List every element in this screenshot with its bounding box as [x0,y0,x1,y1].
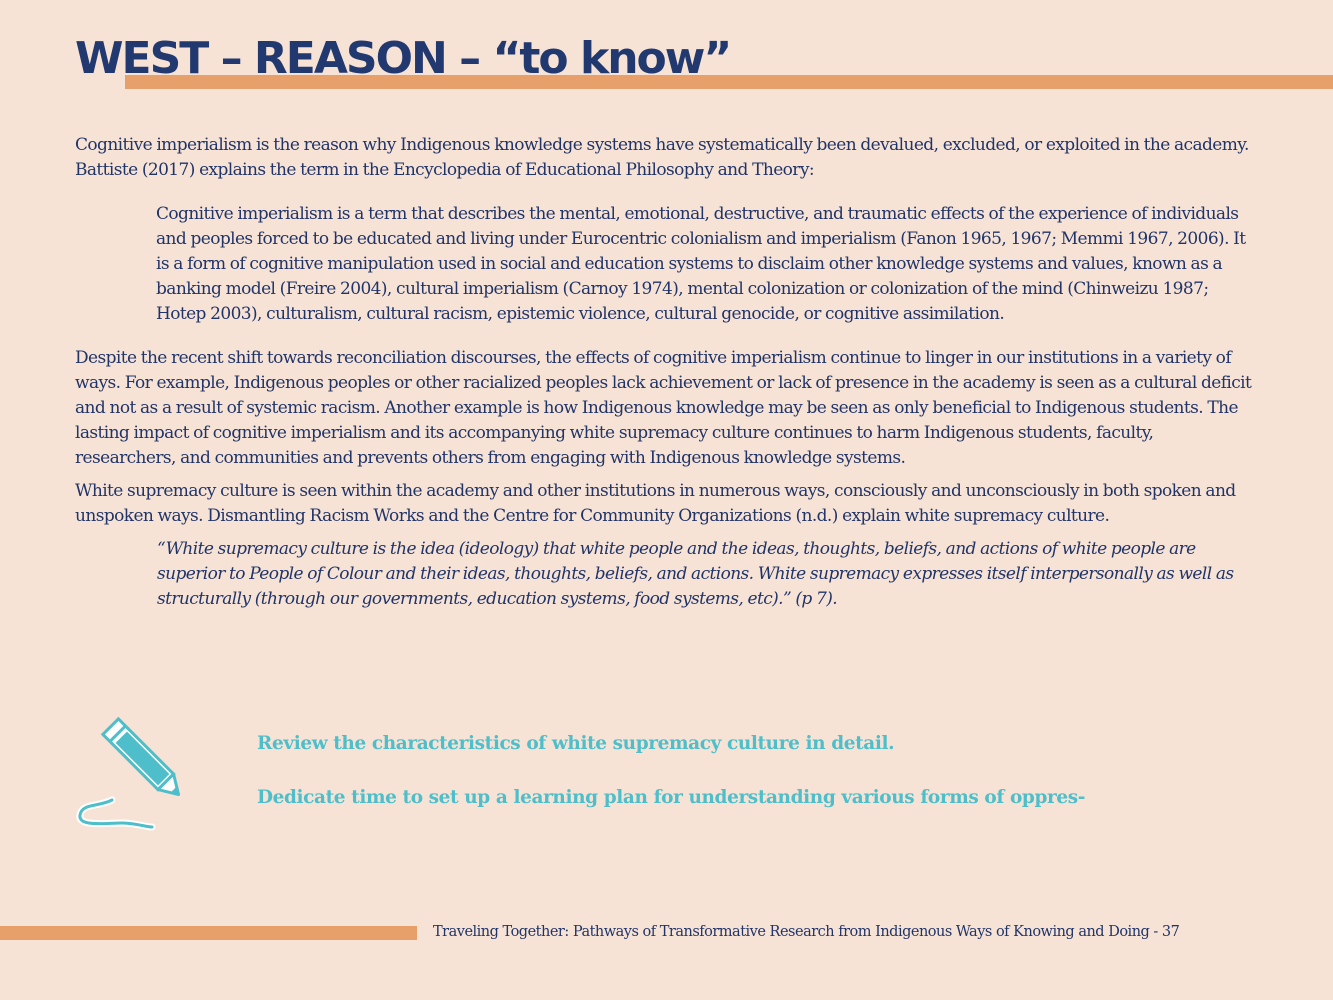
pencil-icon [74,715,204,835]
activity-list [257,730,1085,838]
activity-task-learning-plan: Dedicate time to set up a learning plan for understanding various forms of oppres- [257,787,1085,808]
main-content [75,133,1257,612]
cognitive-imperialism-paragraph: Despite the recent shift towards reconciliation discourses, the effects of cognitive imperialism continue to linger in our institutions in a variety of ways. For example, Indigenous peoples or other racialized peoples lack achievement or lack of presence in the academy is seen as a cultural deficit and not as a result of systemic racism. Another example is how Indigenous knowledge may be seen as only beneficial to Indigenous students. The lasting impact of cognitive imperialism and its accompanying white supremacy culture continues to harm Indigenous students, faculty, researchers, and communities and prevents others from engaging with Indigenous knowledge systems. [75,348,1252,468]
intro-paragraph: Cognitive imperialism is the reason why Indigenous knowledge systems have systematically been devalued, excluded, or exploited in the academy. Battiste (2017) explains the term in the Encyclopedia of Educational Philosophy and Theory: [75,135,1249,180]
white-supremacy-paragraph: White supremacy culture is seen within the academy and other institutions in numerous ways, consciously and unconsciously in both spoken and unspoken ways. Dismantling Racism Works and the Centre for Community Organizations (n.d.) explain white supremacy culture. [75,481,1236,526]
battiste-block-quote: Cognitive imperialism is a term that describes the mental, emotional, destructive, and traumatic effects of the experience of individuals and peoples forced to be educated and living under Eurocentric colonialism and imperialism (Fanon 1965, 1967; Memmi 1967, 2006). It is a form of cognitive manipulation used in social and education systems to disclaim other knowledge systems and values, known as a banking model (Freire 2004), cultural imperialism (Carnoy 1974), mental colonization or colonization of the mind (Chinweizu 1987; Hotep 2003), culturalism, cultural racism, epistemic violence, cultural genocide, or cognitive assimilation. [156,204,1246,324]
footer-caption: Traveling Together: Pathways of Transformative Research from Indigenous Ways of Knowing and Doing - 37 [433,924,1180,940]
activity-task-review: Review the characteristics of white supremacy culture in detail. [257,733,895,754]
page-title: WEST – REASON – “to know” [75,33,731,84]
white-supremacy-quote: “White supremacy culture is the idea (ideology) that white people and the ideas, thoughts, beliefs, and actions of white people are superior to People of Colour and their ideas, thoughts, beliefs, and actions. White supremacy expresses itself interpersonally as well as structurally (through our governments, education systems, food systems, etc).” (p 7). [157,539,1234,609]
footer-accent-bar [0,926,417,940]
